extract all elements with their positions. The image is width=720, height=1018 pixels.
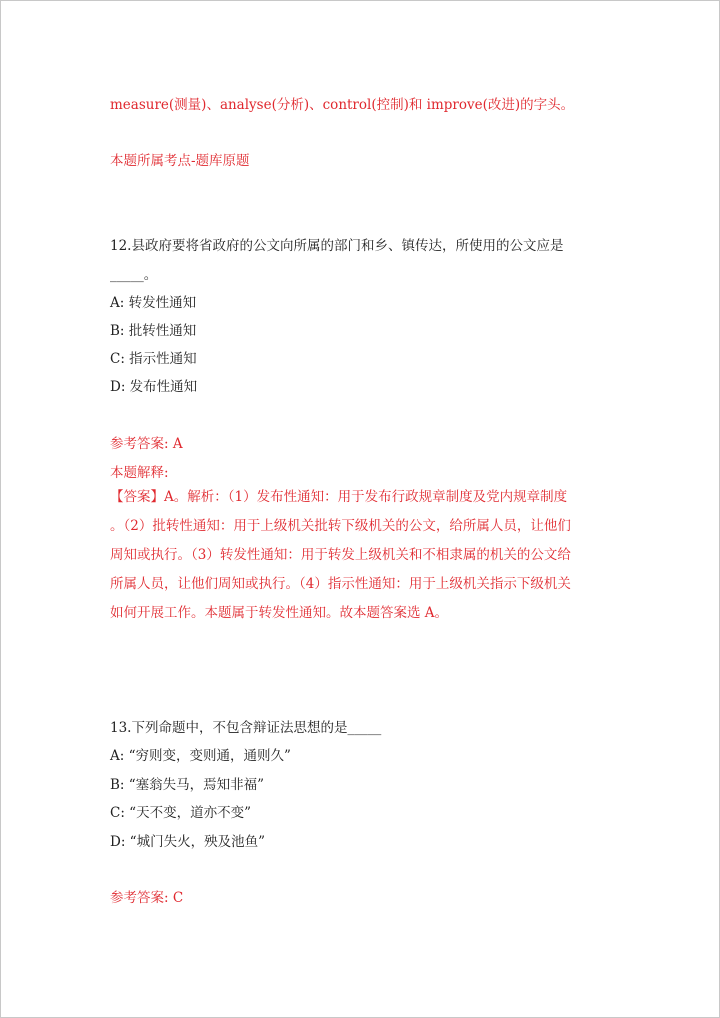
q13-option-c: C: “天不变，道亦不变”	[110, 805, 251, 821]
q12-explanation-line: 周知或执行。（3）转发性通知：用于转发上级机关和不相隶属的机关的公文给	[110, 547, 571, 563]
q13-option-a: A: “穷则变，变则通，通则久”	[110, 748, 291, 764]
q12-explanation	[110, 483, 620, 628]
q12-stem-blank: _____。	[110, 267, 158, 283]
source-note: 本题所属考点-题库原题	[110, 153, 250, 169]
q13-option-b: B: “塞翁失马，焉知非福”	[110, 777, 265, 793]
q12-explanation-line: 。（2）批转性通知：用于上级机关批转下级机关的公文，给所属人员，让他们	[110, 518, 571, 534]
q12-explanation-line: 【答案】A。解析：（1）发布性通知：用于发布行政规章制度及党内规章制度	[110, 489, 568, 505]
q13-stem: 13.下列命题中，不包含辩证法思想的是_____	[110, 720, 382, 736]
q12-explanation-line: 如何开展工作。本题属于转发性通知。故本题答案选 A。	[110, 605, 449, 621]
q12-explanation-line: 所属人员，让他们周知或执行。（4）指示性通知：用于上级机关指示下级机关	[110, 576, 571, 592]
q12-option-a: A: 转发性通知	[110, 295, 197, 311]
intro-text: measure(测量)、analyse(分析)、control(控制)和 improve(改进)的字头。	[110, 97, 575, 113]
q13-answer: 参考答案: C	[110, 890, 184, 906]
q12-explain-title: 本题解释:	[110, 465, 169, 481]
q12-stem: 12.县政府要将省政府的公文向所属的部门和乡、镇传达，所使用的公文应是	[110, 238, 564, 254]
q12-option-b: B: 批转性通知	[110, 323, 197, 339]
q13-option-d: D: “城门失火，殃及池鱼”	[110, 834, 265, 850]
q12-option-c: C: 指示性通知	[110, 351, 197, 367]
q12-answer: 参考答案: A	[110, 436, 183, 452]
q12-option-d: D: 发布性通知	[110, 379, 198, 395]
